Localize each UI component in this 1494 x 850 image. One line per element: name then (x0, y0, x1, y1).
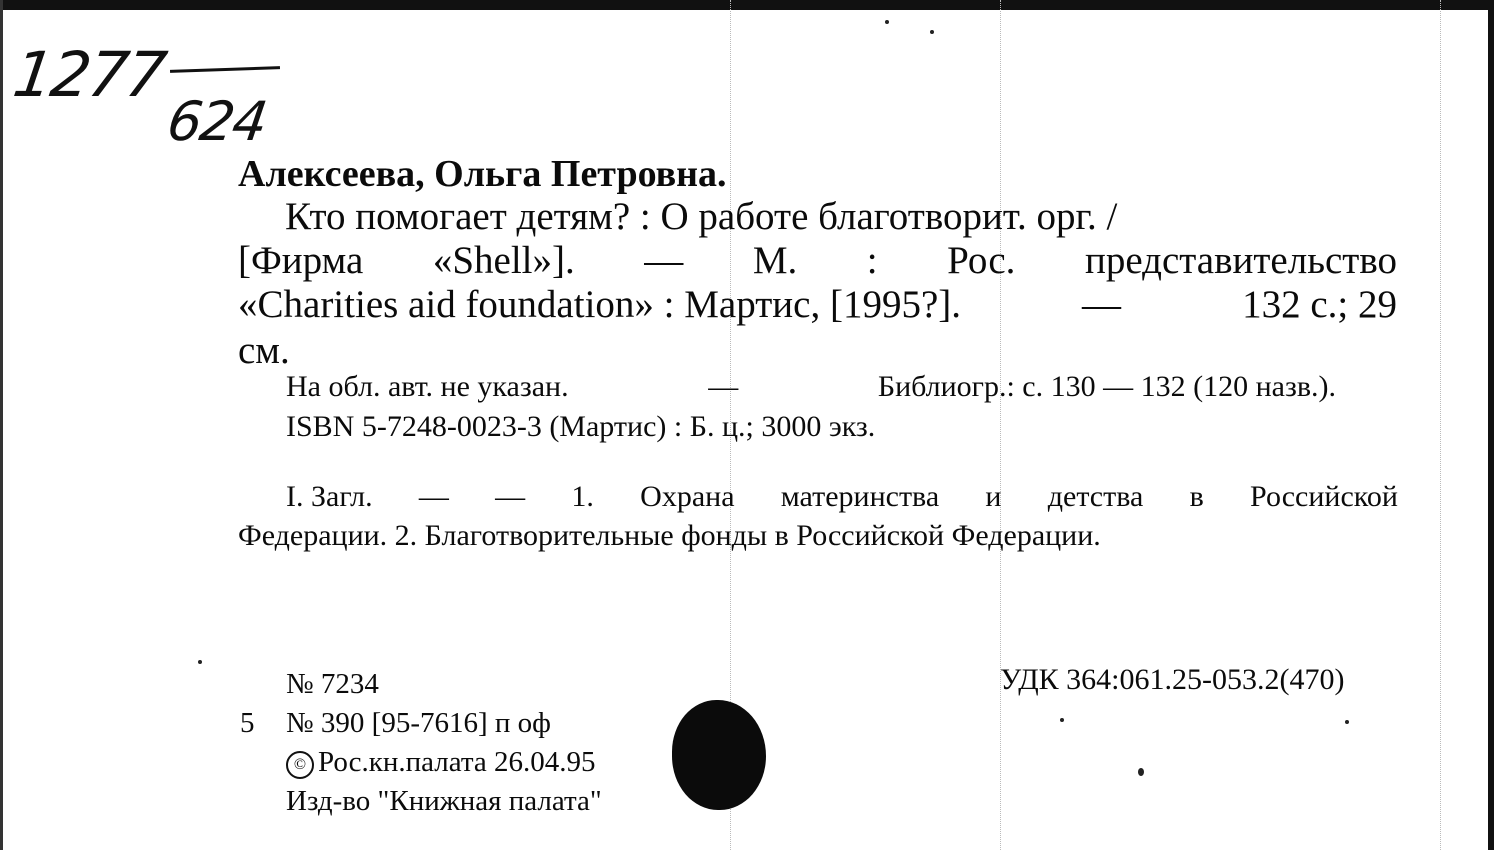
tracing-word: 1. (571, 480, 594, 513)
punch-hole-blot (672, 700, 766, 810)
ink-spot (1060, 718, 1064, 722)
copyright-line (286, 746, 596, 779)
scan-artifact-line (1000, 0, 1002, 850)
tracing-word: — (495, 480, 526, 513)
title-word: [Фирма (238, 239, 364, 282)
copyright-text: Рос.кн.палата 26.04.95 (318, 746, 596, 778)
copy-count: 5 (240, 707, 255, 739)
tracing-line-1 (286, 480, 1398, 514)
title-word: — (644, 239, 684, 282)
title-line-3 (238, 282, 1397, 327)
order-number: № 390 [95-7616] п оф (286, 707, 551, 739)
card-number: № 7234 (286, 668, 379, 700)
copyright-icon: © (286, 751, 314, 779)
tracing-word: детства (1047, 480, 1144, 513)
right-border (1488, 0, 1494, 850)
note-line-1 (286, 370, 1336, 404)
isbn-line: ISBN 5-7248-0023-3 (Мартис) : Б. ц.; 3000 экз. (286, 410, 876, 443)
ink-spot (930, 30, 934, 34)
title-line-1-text: Кто помогает детям? : О работе благотворит. орг. / (285, 195, 1118, 238)
tracing-word: — (418, 480, 449, 513)
tracing-word: Охрана (640, 480, 735, 513)
title-word: — (1082, 283, 1122, 326)
title-word: «Charities aid foundation» : Мартис, [1995?]. (238, 283, 961, 326)
top-border (0, 0, 1494, 10)
ink-spot (198, 660, 202, 664)
title-line-4: см. (238, 329, 290, 372)
title-word: «Shell»]. (432, 239, 575, 282)
left-border (0, 0, 3, 850)
title-word: 132 с.; 29 (1242, 283, 1397, 326)
ink-spot (1345, 720, 1349, 724)
title-word: : (866, 239, 878, 282)
tracing-word: в (1189, 480, 1204, 513)
note-segment: — (708, 370, 739, 403)
title-word: Рос. (947, 239, 1016, 282)
publisher-line: Изд-во "Книжная палата" (286, 785, 602, 817)
tracing-word: I. Загл. (286, 480, 373, 513)
ink-spot (1138, 768, 1144, 776)
note-segment: На обл. авт. не указан. (286, 370, 569, 403)
title-line-2 (238, 238, 1397, 283)
udk-classification: УДК 364:061.25-053.2(470) (1000, 663, 1345, 696)
handwritten-fraction-line (170, 66, 280, 73)
title-word: М. (752, 239, 798, 282)
tracing-word: и (985, 480, 1002, 513)
scan-artifact-line (1440, 0, 1442, 850)
handwritten-subnumber: 624 (163, 90, 270, 153)
ink-spot (885, 20, 889, 24)
tracing-word: материнства (780, 480, 940, 513)
tracing-word: Российской (1250, 480, 1398, 513)
title-line-1 (285, 194, 1397, 239)
tracing-line-2: Федерации. 2. Благотворительные фонды в Российской Федерации. (238, 519, 1101, 552)
author-heading: Алексеева, Ольга Петровна. (238, 153, 727, 195)
handwritten-number: 1277 (8, 38, 169, 111)
title-word: представительство (1084, 239, 1397, 282)
note-segment: Библиогр.: с. 130 — 132 (120 назв.). (877, 370, 1336, 403)
